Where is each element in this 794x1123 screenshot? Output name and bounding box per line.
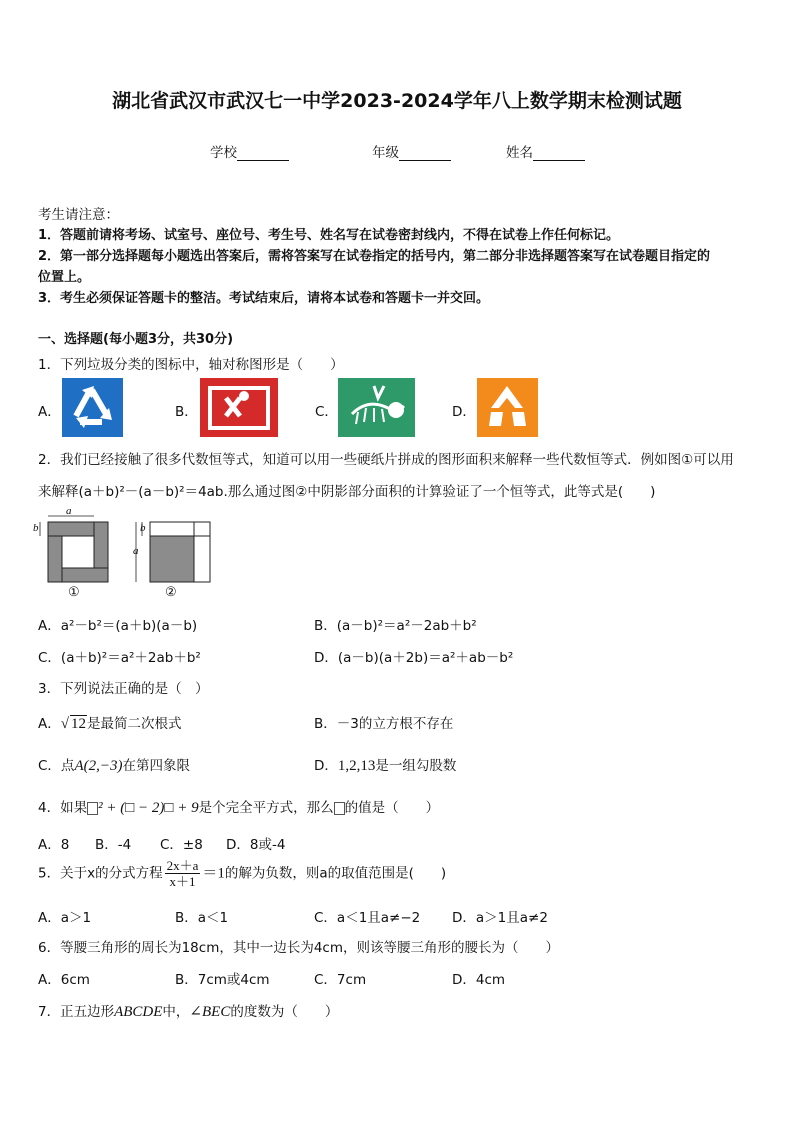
q2-option-a: A．a²－b²＝(a＋b)(a－b) — [38, 618, 198, 634]
q5-pre: 5．关于x的分式方程 — [38, 865, 163, 882]
q5-option-d: D．a＞1且a≠2 — [452, 910, 548, 926]
name-field — [506, 141, 585, 161]
q3-d-numbers: 1,2,13 — [337, 758, 376, 774]
q3-option-b: B．－3的立方根不存在 — [314, 716, 454, 732]
q3-a-text: 是最简二次根式 — [86, 716, 182, 732]
q7-post: 的度数为（ ） — [230, 1004, 339, 1020]
recycle-icon — [62, 378, 123, 437]
q4-expression: ² + (□ − 2)□ + 9 — [98, 800, 199, 816]
q3-d-text: 是一组勾股数 — [375, 758, 457, 774]
grade-label: 年级 — [372, 145, 399, 161]
section-heading: 一、选择题(每小题3分，共30分) — [38, 332, 234, 347]
q4-option-a: A．8 — [38, 837, 70, 853]
q4-option-d: D．8或-4 — [226, 837, 286, 853]
q3-option-c — [38, 754, 190, 775]
q4-post: 是个完全平方式，那么 — [198, 800, 334, 816]
school-label: 学校 — [210, 145, 237, 161]
fig1-label-b: b — [33, 522, 39, 534]
q6-option-a: A．6cm — [38, 972, 90, 988]
other-waste-icon — [477, 378, 538, 437]
q4-option-b: B．-4 — [95, 837, 132, 853]
q3-stem: 3．下列说法正确的是（ ） — [38, 681, 209, 697]
q5-option-b: B．a＜1 — [175, 910, 229, 926]
q1-option-b-label: B． — [175, 404, 198, 420]
q6-stem: 6．等腰三角形的周长为18cm，其中一边长为4cm，则该等腰三角形的腰长为（ ） — [38, 940, 560, 956]
fig1-label-a: a — [66, 505, 72, 517]
notice-item: 3．考生必须保证答题卡的整洁。考试结束后，请将本试卷和答题卡一并交回。 — [38, 291, 490, 306]
name-label: 姓名 — [506, 145, 533, 161]
q7-stem — [38, 1000, 338, 1021]
q7-angle: ∠BEC — [189, 1004, 231, 1020]
q3-c-text: 在第四象限 — [122, 758, 190, 774]
notice-heading: 考生请注意： — [38, 207, 119, 223]
q6-option-d: D．4cm — [452, 972, 506, 988]
q5-denominator: x＋1 — [169, 874, 196, 889]
q1-option-a-label: A． — [38, 404, 61, 420]
notice-item: 2．第一部分选择题每小题选出答案后，需将答案写在试卷指定的括号内，第二部分非选择题答案写在试卷题目指定的 — [38, 249, 711, 264]
q4-post2: 的值是（ ） — [344, 800, 440, 816]
q3-a-radicand: 12 — [70, 716, 86, 732]
placeholder-box-icon — [87, 802, 98, 815]
hazardous-waste-icon — [200, 378, 278, 437]
q5-equals: ＝1 — [202, 865, 225, 882]
school-field — [210, 141, 289, 161]
placeholder-box-icon — [334, 802, 345, 815]
fig2-caption: ② — [165, 584, 177, 599]
q7-mid: 中， — [162, 1004, 190, 1020]
kitchen-waste-icon — [338, 378, 415, 437]
fig2-label-b: b — [140, 522, 146, 534]
page-title: 湖北省武汉市武汉七一中学2023-2024学年八上数学期末检测试题 — [112, 90, 682, 112]
q7-polygon: ABCDE — [114, 1004, 163, 1020]
q3-option-a: A．√ 12是最简二次根式 — [38, 716, 182, 732]
grade-blank — [399, 146, 451, 161]
q1-option-c-label: C． — [315, 404, 338, 420]
q7-pre: 7．正五边形 — [38, 1004, 115, 1020]
q5-stem — [38, 858, 446, 889]
q2-option-c: C．(a＋b)²＝a²＋2ab＋b² — [38, 650, 201, 666]
fig1-caption: ① — [68, 584, 80, 599]
q5-post: 的解为负数，则a的取值范围是( ) — [224, 865, 447, 882]
q5-option-a: A．a＞1 — [38, 910, 92, 926]
q5-option-c: C．a＜1且a≠−2 — [314, 910, 421, 926]
q6-option-b: B．7cm或4cm — [175, 972, 270, 988]
q3-c-pre: C．点 — [38, 758, 75, 774]
grade-field — [372, 141, 451, 161]
q2-option-b: B．(a－b)²＝a²－2ab＋b² — [314, 618, 477, 634]
q4-stem — [38, 796, 439, 817]
name-blank — [533, 146, 585, 161]
q3-d-label: D． — [314, 758, 338, 774]
q6-option-c: C．7cm — [314, 972, 367, 988]
notice-item: 1．答题前请将考场、试室号、座位号、考生号、姓名写在试卷密封线内，不得在试卷上作任何标记。 — [38, 228, 620, 243]
q4-pre: 4．如果 — [38, 800, 88, 816]
school-blank — [237, 146, 289, 161]
q1-option-d-label: D． — [452, 404, 476, 420]
q5-numerator: 2x＋a — [166, 858, 199, 873]
q4-option-c: C．±8 — [160, 837, 203, 853]
q1-stem: 1．下列垃圾分类的图标中，轴对称图形是（ ） — [38, 357, 344, 373]
q2-line1: 2．我们已经接触了很多代数恒等式，知道可以用一些硬纸片拼成的图形面积来解释一些代数恒等式．例如图①可以用 — [38, 452, 734, 468]
q2-line2: 来解释(a＋b)²－(a－b)²＝4ab.那么通过图②中阴影部分面积的计算验证了一个恒等式，此等式是( ) — [38, 484, 656, 500]
fig2-label-a: a — [133, 545, 139, 557]
notice-item: 位置上。 — [38, 270, 91, 285]
q2-option-d: D．(a－b)(a＋2b)＝a²＋ab－b² — [314, 650, 514, 666]
q3-option-d — [314, 754, 456, 775]
q3-a-label: A． — [38, 716, 61, 732]
q5-fraction — [165, 858, 201, 889]
q3-c-point: A(2,−3) — [74, 758, 123, 774]
